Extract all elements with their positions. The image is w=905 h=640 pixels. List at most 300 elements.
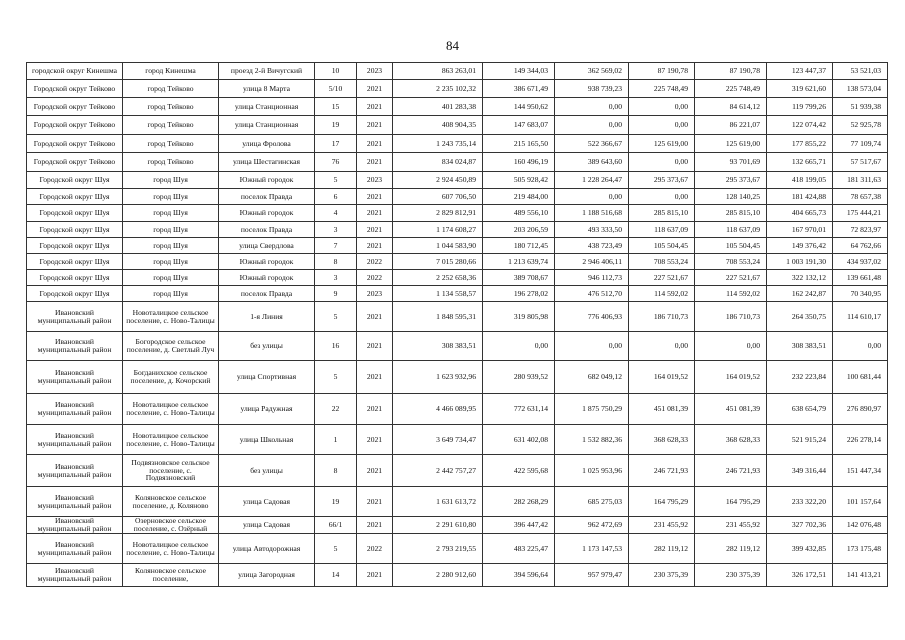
table-row: [27, 487, 888, 517]
street-cell: улица Станционная: [219, 98, 315, 116]
settlement-cell: город Шуя: [123, 270, 219, 286]
settlement-cell: город Шуя: [123, 189, 219, 205]
cost-cell: 368 628,33: [695, 425, 767, 455]
cost-cell: 84 614,12: [695, 98, 767, 116]
house-number-cell: 5: [315, 302, 357, 332]
house-number-cell: 17: [315, 135, 357, 153]
total-cost-cell: 2 291 610,80: [393, 517, 483, 534]
house-number-cell: 5: [315, 361, 357, 394]
cost-cell: 215 165,50: [483, 135, 555, 153]
table-row: [27, 172, 888, 189]
total-cost-cell: 1 623 932,96: [393, 361, 483, 394]
table-row: [27, 394, 888, 425]
cost-cell: 327 702,36: [767, 517, 833, 534]
house-number-cell: 19: [315, 487, 357, 517]
municipality-cell: Городской округ Шуя: [27, 254, 123, 270]
house-number-cell: 1: [315, 425, 357, 455]
year-cell: 2021: [357, 302, 393, 332]
year-cell: 2021: [357, 361, 393, 394]
cost-cell: 957 979,47: [555, 564, 629, 587]
settlement-cell: город Кинешма: [123, 63, 219, 80]
settlement-cell: город Шуя: [123, 254, 219, 270]
table-row: [27, 189, 888, 205]
table-row: [27, 135, 888, 153]
cost-cell: 160 496,19: [483, 153, 555, 172]
table-row: [27, 116, 888, 135]
cost-cell: 0,00: [555, 189, 629, 205]
total-cost-cell: 607 706,50: [393, 189, 483, 205]
settlement-cell: Новоталицкое сельское поселение, с. Ново-Талицы: [123, 534, 219, 564]
cost-cell: 386 671,49: [483, 80, 555, 98]
street-cell: улица Свердлова: [219, 238, 315, 254]
table-row: [27, 332, 888, 361]
street-cell: Южный городок: [219, 205, 315, 222]
cost-cell: 186 710,73: [629, 302, 695, 332]
cost-cell: 196 278,02: [483, 286, 555, 302]
cost-cell: 0,00: [555, 116, 629, 135]
street-cell: поселок Правда: [219, 189, 315, 205]
cost-cell: 181 424,88: [767, 189, 833, 205]
cost-cell: 232 223,84: [767, 361, 833, 394]
total-cost-cell: 2 924 450,89: [393, 172, 483, 189]
cost-cell: 319 621,60: [767, 80, 833, 98]
cost-cell: 938 739,23: [555, 80, 629, 98]
cost-cell: 389 643,60: [555, 153, 629, 172]
cost-cell: 147 683,07: [483, 116, 555, 135]
house-number-cell: 9: [315, 286, 357, 302]
total-cost-cell: 863 263,01: [393, 63, 483, 80]
house-number-cell: 10: [315, 63, 357, 80]
cost-cell: 319 805,98: [483, 302, 555, 332]
municipality-cell: Ивановский муниципальный район: [27, 487, 123, 517]
cost-cell: 87 190,78: [629, 63, 695, 80]
cost-cell: 422 595,68: [483, 455, 555, 487]
cost-cell: 962 472,69: [555, 517, 629, 534]
table-row: [27, 534, 888, 564]
municipality-cell: Городской округ Тейково: [27, 153, 123, 172]
cost-cell: 128 140,25: [695, 189, 767, 205]
street-cell: улица Садовая: [219, 517, 315, 534]
year-cell: 2021: [357, 517, 393, 534]
cost-cell: 125 619,00: [629, 135, 695, 153]
cost-cell: 93 701,69: [695, 153, 767, 172]
settlement-cell: город Шуя: [123, 205, 219, 222]
total-cost-cell: 834 024,87: [393, 153, 483, 172]
settlement-cell: Богданихское сельское поселение, д. Кочорский: [123, 361, 219, 394]
cost-cell: 118 637,09: [695, 222, 767, 238]
year-cell: 2023: [357, 172, 393, 189]
cost-cell: 0,00: [833, 332, 888, 361]
cost-cell: 227 521,67: [629, 270, 695, 286]
cost-cell: 142 076,48: [833, 517, 888, 534]
cost-cell: 0,00: [629, 98, 695, 116]
cost-cell: 772 631,14: [483, 394, 555, 425]
cost-cell: 349 316,44: [767, 455, 833, 487]
cost-cell: 322 132,12: [767, 270, 833, 286]
cost-cell: 100 681,44: [833, 361, 888, 394]
table-row: [27, 270, 888, 286]
cost-cell: 682 049,12: [555, 361, 629, 394]
cost-cell: 175 444,21: [833, 205, 888, 222]
cost-cell: 685 275,03: [555, 487, 629, 517]
settlement-cell: Коляновское сельское поселение,: [123, 564, 219, 587]
street-cell: поселок Правда: [219, 286, 315, 302]
cost-cell: 946 112,73: [555, 270, 629, 286]
cost-cell: 0,00: [629, 332, 695, 361]
total-cost-cell: 1 134 558,57: [393, 286, 483, 302]
year-cell: 2021: [357, 332, 393, 361]
cost-cell: 2 946 406,11: [555, 254, 629, 270]
total-cost-cell: 1 631 613,72: [393, 487, 483, 517]
total-cost-cell: 2 280 912,60: [393, 564, 483, 587]
cost-cell: 64 762,66: [833, 238, 888, 254]
total-cost-cell: 2 829 812,91: [393, 205, 483, 222]
cost-cell: 114 592,02: [695, 286, 767, 302]
municipality-cell: Городской округ Тейково: [27, 80, 123, 98]
table-row: [27, 98, 888, 116]
year-cell: 2023: [357, 286, 393, 302]
total-cost-cell: 2 252 658,36: [393, 270, 483, 286]
settlement-cell: город Шуя: [123, 286, 219, 302]
cost-cell: 1 875 750,29: [555, 394, 629, 425]
municipality-cell: Ивановский муниципальный район: [27, 361, 123, 394]
street-cell: улица Школьная: [219, 425, 315, 455]
municipality-cell: Городской округ Тейково: [27, 116, 123, 135]
house-number-cell: 8: [315, 455, 357, 487]
cost-cell: 233 322,20: [767, 487, 833, 517]
cost-cell: 708 553,24: [629, 254, 695, 270]
cost-cell: 138 573,04: [833, 80, 888, 98]
cost-cell: 118 637,09: [629, 222, 695, 238]
table-row: [27, 153, 888, 172]
cost-cell: 399 432,85: [767, 534, 833, 564]
table-row: [27, 302, 888, 332]
table-row: [27, 238, 888, 254]
cost-cell: 246 721,93: [695, 455, 767, 487]
house-number-cell: 22: [315, 394, 357, 425]
year-cell: 2021: [357, 135, 393, 153]
street-cell: улица Фролова: [219, 135, 315, 153]
municipality-cell: Ивановский муниципальный район: [27, 564, 123, 587]
cost-cell: 132 665,71: [767, 153, 833, 172]
settlement-cell: город Шуя: [123, 238, 219, 254]
cost-cell: 451 081,39: [629, 394, 695, 425]
municipality-cell: Городской округ Шуя: [27, 270, 123, 286]
municipality-cell: Ивановский муниципальный район: [27, 332, 123, 361]
cost-cell: 219 484,00: [483, 189, 555, 205]
cost-cell: 231 455,92: [629, 517, 695, 534]
cost-cell: 181 311,63: [833, 172, 888, 189]
year-cell: 2021: [357, 153, 393, 172]
cost-cell: 0,00: [629, 189, 695, 205]
cost-cell: 521 915,24: [767, 425, 833, 455]
cost-cell: 389 708,67: [483, 270, 555, 286]
cost-cell: 394 596,64: [483, 564, 555, 587]
year-cell: 2021: [357, 564, 393, 587]
cost-cell: 164 019,52: [695, 361, 767, 394]
cost-cell: 0,00: [483, 332, 555, 361]
cost-cell: 149 376,42: [767, 238, 833, 254]
house-number-cell: 19: [315, 116, 357, 135]
cost-cell: 246 721,93: [629, 455, 695, 487]
cost-cell: 114 592,02: [629, 286, 695, 302]
cost-cell: 139 661,48: [833, 270, 888, 286]
municipality-cell: Ивановский муниципальный район: [27, 455, 123, 487]
cost-cell: 1 025 953,96: [555, 455, 629, 487]
municipality-cell: Городской округ Тейково: [27, 98, 123, 116]
year-cell: 2021: [357, 189, 393, 205]
cost-cell: 87 190,78: [695, 63, 767, 80]
cost-cell: 177 855,22: [767, 135, 833, 153]
municipality-cell: Ивановский муниципальный район: [27, 517, 123, 534]
cost-cell: 101 157,64: [833, 487, 888, 517]
table-row: [27, 80, 888, 98]
cost-cell: 1 228 264,47: [555, 172, 629, 189]
municipality-cell: городской округ Кинешма: [27, 63, 123, 80]
house-number-cell: 5: [315, 534, 357, 564]
cost-cell: 180 712,45: [483, 238, 555, 254]
cost-cell: 151 447,34: [833, 455, 888, 487]
table-row: [27, 286, 888, 302]
cost-cell: 476 512,70: [555, 286, 629, 302]
house-number-cell: 4: [315, 205, 357, 222]
cost-cell: 522 366,67: [555, 135, 629, 153]
table-row: [27, 254, 888, 270]
cost-cell: 173 175,48: [833, 534, 888, 564]
cost-cell: 53 521,03: [833, 63, 888, 80]
street-cell: проезд 2-й Вичугский: [219, 63, 315, 80]
table-row: [27, 564, 888, 587]
cost-cell: 1 188 516,68: [555, 205, 629, 222]
total-cost-cell: 1 848 595,31: [393, 302, 483, 332]
table-row: [27, 222, 888, 238]
street-cell: 1-я Линия: [219, 302, 315, 332]
cost-cell: 434 937,02: [833, 254, 888, 270]
cost-cell: 105 504,45: [629, 238, 695, 254]
street-cell: Южный городок: [219, 254, 315, 270]
year-cell: 2021: [357, 394, 393, 425]
cost-cell: 451 081,39: [695, 394, 767, 425]
cost-cell: 282 268,29: [483, 487, 555, 517]
total-cost-cell: 1 243 735,14: [393, 135, 483, 153]
settlement-cell: Новоталицкое сельское поселение, с. Ново-Талицы: [123, 302, 219, 332]
year-cell: 2022: [357, 534, 393, 564]
street-cell: улица Спортивная: [219, 361, 315, 394]
year-cell: 2021: [357, 205, 393, 222]
house-number-cell: 14: [315, 564, 357, 587]
year-cell: 2021: [357, 98, 393, 116]
cost-cell: 70 340,95: [833, 286, 888, 302]
cost-cell: 149 344,03: [483, 63, 555, 80]
municipality-cell: Городской округ Тейково: [27, 135, 123, 153]
cost-cell: 186 710,73: [695, 302, 767, 332]
cost-cell: 708 553,24: [695, 254, 767, 270]
cost-cell: 51 939,38: [833, 98, 888, 116]
total-cost-cell: 7 015 280,66: [393, 254, 483, 270]
settlement-cell: город Тейково: [123, 116, 219, 135]
year-cell: 2023: [357, 63, 393, 80]
cost-cell: 0,00: [555, 98, 629, 116]
year-cell: 2021: [357, 116, 393, 135]
cost-cell: 231 455,92: [695, 517, 767, 534]
municipality-cell: Городской округ Шуя: [27, 189, 123, 205]
cost-cell: 264 350,75: [767, 302, 833, 332]
cost-cell: 125 619,00: [695, 135, 767, 153]
municipality-cell: Городской округ Шуя: [27, 172, 123, 189]
municipality-cell: Ивановский муниципальный район: [27, 534, 123, 564]
cost-cell: 203 206,59: [483, 222, 555, 238]
cost-cell: 285 815,10: [629, 205, 695, 222]
cost-cell: 105 504,45: [695, 238, 767, 254]
street-cell: Южный городок: [219, 270, 315, 286]
cost-cell: 122 074,42: [767, 116, 833, 135]
page-number: 84: [446, 38, 459, 53]
municipality-cell: Ивановский муниципальный район: [27, 394, 123, 425]
cost-cell: 77 109,74: [833, 135, 888, 153]
cost-cell: 493 333,50: [555, 222, 629, 238]
street-cell: улица Шестагинская: [219, 153, 315, 172]
cost-cell: 141 413,21: [833, 564, 888, 587]
house-number-cell: 7: [315, 238, 357, 254]
settlement-cell: город Тейково: [123, 80, 219, 98]
cost-cell: 631 402,08: [483, 425, 555, 455]
settlement-cell: город Тейково: [123, 153, 219, 172]
settlement-cell: Подвязновское сельское поселение, с. Подвязновский: [123, 455, 219, 487]
table-body: [27, 63, 888, 587]
cost-cell: 230 375,39: [695, 564, 767, 587]
settlement-cell: Богородское сельское поселение, д. Светлый Луч: [123, 332, 219, 361]
cost-cell: 295 373,67: [629, 172, 695, 189]
cost-cell: 0,00: [629, 153, 695, 172]
settlement-cell: город Тейково: [123, 98, 219, 116]
cost-cell: 227 521,67: [695, 270, 767, 286]
year-cell: 2021: [357, 455, 393, 487]
settlement-cell: город Шуя: [123, 222, 219, 238]
cost-cell: 226 278,14: [833, 425, 888, 455]
street-cell: улица Садовая: [219, 487, 315, 517]
table-row: [27, 361, 888, 394]
street-cell: поселок Правда: [219, 222, 315, 238]
cost-cell: 308 383,51: [767, 332, 833, 361]
cost-cell: 144 950,62: [483, 98, 555, 116]
total-cost-cell: 1 174 608,27: [393, 222, 483, 238]
cost-cell: 276 890,97: [833, 394, 888, 425]
street-cell: улица 8 Марта: [219, 80, 315, 98]
cost-cell: 78 657,38: [833, 189, 888, 205]
cost-cell: 225 748,49: [629, 80, 695, 98]
municipality-cell: Городской округ Шуя: [27, 205, 123, 222]
total-cost-cell: 3 649 734,47: [393, 425, 483, 455]
cost-cell: 167 970,01: [767, 222, 833, 238]
house-number-cell: 15: [315, 98, 357, 116]
house-number-cell: 5: [315, 172, 357, 189]
settlement-cell: город Шуя: [123, 172, 219, 189]
cost-cell: 1 173 147,53: [555, 534, 629, 564]
cost-cell: 119 799,26: [767, 98, 833, 116]
cost-cell: 295 373,67: [695, 172, 767, 189]
total-cost-cell: 2 793 219,55: [393, 534, 483, 564]
year-cell: 2022: [357, 270, 393, 286]
cost-cell: 230 375,39: [629, 564, 695, 587]
municipality-cell: Ивановский муниципальный район: [27, 302, 123, 332]
cost-cell: 483 225,47: [483, 534, 555, 564]
cost-cell: 164 795,29: [695, 487, 767, 517]
street-cell: Южный городок: [219, 172, 315, 189]
street-cell: улица Станционная: [219, 116, 315, 135]
year-cell: 2021: [357, 425, 393, 455]
cost-cell: 164 795,29: [629, 487, 695, 517]
street-cell: без улицы: [219, 455, 315, 487]
cost-cell: 164 019,52: [629, 361, 695, 394]
cost-cell: 362 569,02: [555, 63, 629, 80]
street-cell: улица Загородная: [219, 564, 315, 587]
house-number-cell: 3: [315, 270, 357, 286]
total-cost-cell: 408 904,35: [393, 116, 483, 135]
house-number-cell: 76: [315, 153, 357, 172]
house-number-cell: 16: [315, 332, 357, 361]
municipality-cell: Городской округ Шуя: [27, 286, 123, 302]
settlement-cell: Коляновское сельское поселение, д. Коляново: [123, 487, 219, 517]
municipality-cell: Городской округ Шуя: [27, 222, 123, 238]
street-cell: без улицы: [219, 332, 315, 361]
cost-cell: 776 406,93: [555, 302, 629, 332]
settlement-cell: Новоталицкое сельское поселение, с. Ново-Талицы: [123, 394, 219, 425]
cost-cell: 86 221,07: [695, 116, 767, 135]
house-number-cell: 6: [315, 189, 357, 205]
cost-cell: 52 925,78: [833, 116, 888, 135]
house-number-cell: 5/10: [315, 80, 357, 98]
cost-cell: 72 823,97: [833, 222, 888, 238]
cost-cell: 404 665,73: [767, 205, 833, 222]
cost-cell: 123 447,37: [767, 63, 833, 80]
total-cost-cell: 1 044 583,90: [393, 238, 483, 254]
cost-cell: 638 654,79: [767, 394, 833, 425]
cost-cell: 438 723,49: [555, 238, 629, 254]
cost-cell: 326 172,51: [767, 564, 833, 587]
total-cost-cell: 401 283,38: [393, 98, 483, 116]
cost-cell: 225 748,49: [695, 80, 767, 98]
total-cost-cell: 2 442 757,27: [393, 455, 483, 487]
cost-cell: 57 517,67: [833, 153, 888, 172]
settlement-cell: город Тейково: [123, 135, 219, 153]
municipality-cell: Городской округ Шуя: [27, 238, 123, 254]
street-cell: улица Автодорожная: [219, 534, 315, 564]
year-cell: 2021: [357, 80, 393, 98]
settlement-cell: Озерновское сельское поселение, с. Озёрный: [123, 517, 219, 534]
cost-cell: 368 628,33: [629, 425, 695, 455]
street-cell: улица Радужная: [219, 394, 315, 425]
cost-cell: 282 119,12: [629, 534, 695, 564]
cost-cell: 285 815,10: [695, 205, 767, 222]
cost-cell: 0,00: [555, 332, 629, 361]
year-cell: 2021: [357, 222, 393, 238]
house-number-cell: 8: [315, 254, 357, 270]
table-row: [27, 205, 888, 222]
cost-cell: 0,00: [695, 332, 767, 361]
year-cell: 2021: [357, 487, 393, 517]
housing-repair-table: [26, 62, 888, 587]
year-cell: 2022: [357, 254, 393, 270]
cost-cell: 0,00: [629, 116, 695, 135]
cost-cell: 280 939,52: [483, 361, 555, 394]
table-row: [27, 455, 888, 487]
cost-cell: 1 003 191,30: [767, 254, 833, 270]
cost-cell: 418 199,05: [767, 172, 833, 189]
cost-cell: 396 447,42: [483, 517, 555, 534]
settlement-cell: Новоталицкое сельское поселение, с. Ново-Талицы: [123, 425, 219, 455]
house-number-cell: 3: [315, 222, 357, 238]
year-cell: 2021: [357, 238, 393, 254]
